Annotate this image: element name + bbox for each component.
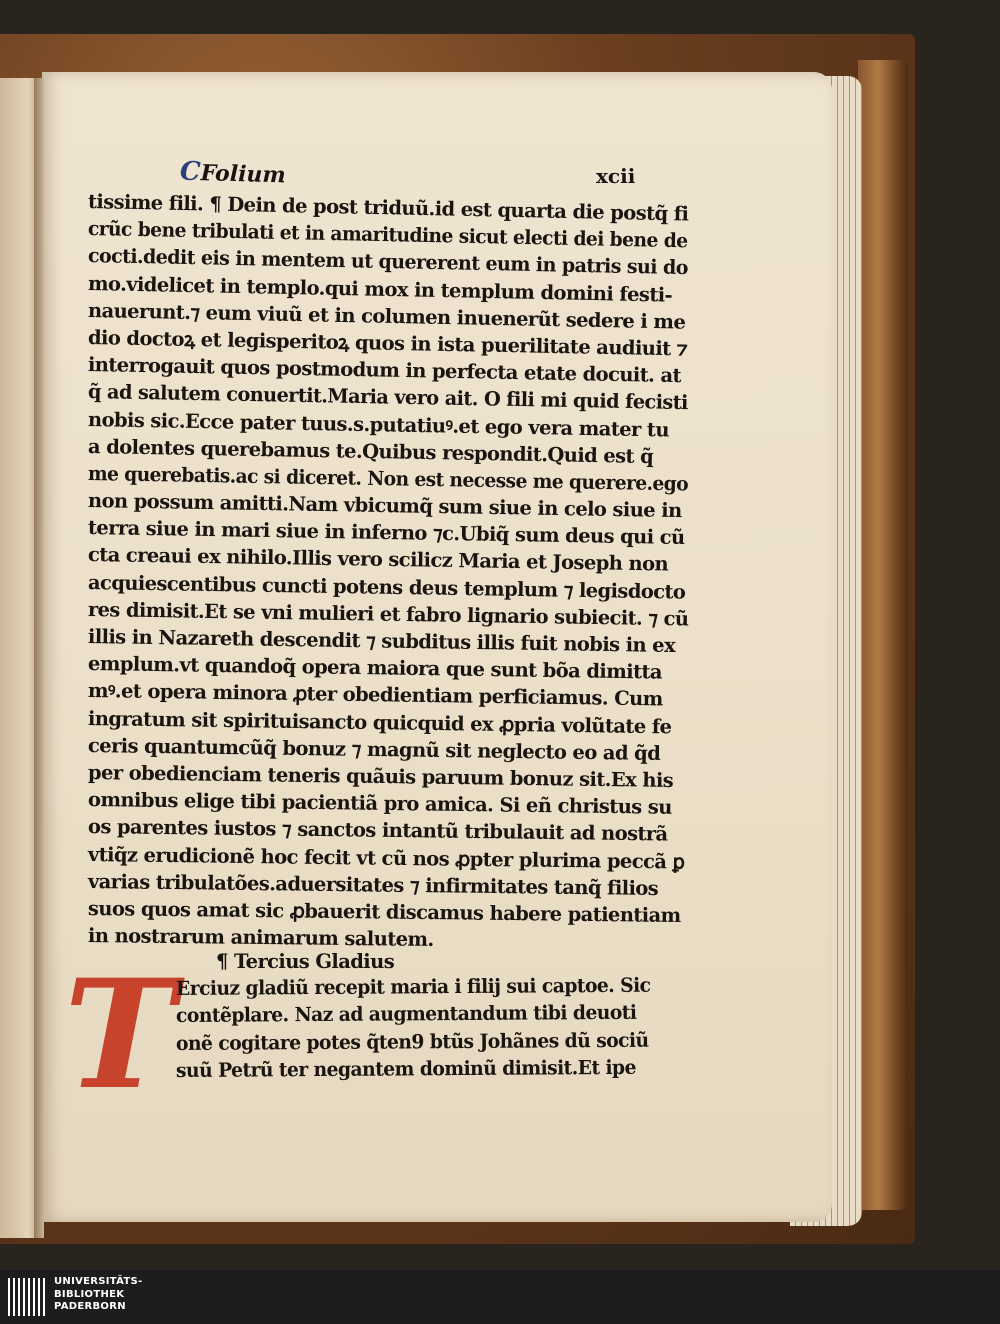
text-line: vtiq̃z erudicionẽ hoc fecit vt cũ nos ꝓpter plurima peccã ꝑ <box>87 842 685 873</box>
main-text-block <box>87 156 689 952</box>
text-line: me querebatis.ac si diceret. Non est necesse me querere.ego <box>87 461 689 496</box>
text-line: nobis sic.Ecce pater tuus.s.putatiuꝰ.et ego vera mater tu <box>87 407 670 442</box>
page-header <box>88 158 688 188</box>
text-line: non possum amitti.Nam vbicumq̃ sum siue in celo siue in <box>87 489 682 523</box>
section-text-line: Erciuz gladiũ recepit maria i filij sui captoe. Sic <box>175 973 651 1001</box>
illuminated-initial: T <box>64 947 176 1123</box>
text-line: res dimisit.Et se vni mulieri et fabro lignario subiecit. ⁊ cũ <box>87 597 689 631</box>
text-line: mo.videlicet in templo.qui mox in templum domini festi- <box>87 271 673 307</box>
text-line: emplum.vt quandoq̃ opera maiora que sunt bõa dimitta <box>87 652 663 684</box>
text-line: os parentes iustos ⁊ sanctos intantũ tribulauit ad nostrã <box>87 815 668 846</box>
section-text-line: contẽplare. Naz ad augmentandum tibi deuoti <box>175 1001 637 1028</box>
text-line: cocti.dedit eis in mentem ut quererent eum in patris sui do <box>87 244 689 280</box>
section-block <box>176 948 696 1084</box>
text-line: terra siue in mari siue in inferno ⁊c.Ubiq̃ sum deus qui cũ <box>87 516 685 550</box>
paragraph-mark: C <box>179 156 202 188</box>
text-line: acquiescentibus cuncti potens deus templum ⁊ legisdocto <box>87 570 686 604</box>
library-name-line: UNIVERSITÄTS- <box>54 1276 143 1287</box>
library-logo <box>8 1278 48 1316</box>
library-name-line: PADERBORN <box>54 1301 126 1312</box>
text-lines <box>87 188 689 952</box>
book-spine-edge <box>858 60 908 1210</box>
text-line: ingratum sit spirituisancto quicquid ex ꝓpria volũtate fe <box>87 706 672 738</box>
text-line: tissime fili. ¶ Dein de post triduũ.id est quarta die postq̃ fi <box>87 190 689 226</box>
section-text-lines <box>176 975 696 1084</box>
text-line: mꝰ.et opera minora ꝓter obedientiam perficiamus. Cum <box>87 679 663 711</box>
section-text-line: suũ Petrũ ter negantem dominũ dimisit.Et ipe <box>175 1055 636 1082</box>
text-line: cta creaui ex nihilo.Illis vero scilicz Maria et Joseph non <box>87 543 669 576</box>
running-title <box>180 157 287 190</box>
text-line: q̃ ad salutem conuertit.Maria vero ait. O fili mi quid fecisti <box>87 380 688 415</box>
section-heading: ¶ Tercius Gladius <box>216 950 395 973</box>
text-line: per obedienciam teneris quãuis paruum bonuz sit.Ex his <box>87 760 674 792</box>
folio-number: xcii <box>596 164 636 188</box>
library-name-line: BIBLIOTHEK <box>54 1288 125 1300</box>
section-text-line: onẽ cogitare potes q̃ten9 btũs Johãnes dũ sociũ <box>175 1028 649 1055</box>
text-line: in nostrarum animarum salutem. <box>87 924 434 952</box>
text-line: omnibus elige tibi pacientiã pro amica. Si eñ christus su <box>87 788 672 819</box>
text-line: ceris quantumcũq̃ bonuz ⁊ magnũ sit neglecto eo ad q̃d <box>87 733 661 765</box>
text-line: a dolentes querebamus te.Quibus respondit.Quid est q̃ <box>87 434 654 468</box>
text-line: crũc bene tribulati et in amaritudine sicut electi dei bene de <box>87 217 688 253</box>
text-line: varias tribulatões.aduersitates ⁊ infirmitates tanq̃ filios <box>87 869 659 900</box>
library-footer <box>0 1270 1000 1324</box>
folium-label: Folium <box>200 160 287 189</box>
text-line: nauerunt.⁊ eum viuũ et in columen inuenerũt sedere i me <box>87 298 686 334</box>
text-line: suos quos amat sic ꝓbauerit discamus habere patientiam <box>87 896 681 927</box>
text-line: interrogauit quos postmodum in perfecta etate docuit. at <box>87 353 682 388</box>
text-line: illis in Nazareth descendit ⁊ subditus illis fuit nobis in ex <box>87 625 676 658</box>
library-name <box>54 1276 143 1314</box>
text-line: dio doctoꝝ et legisperitoꝝ quos in ista puerilitate audiuit ⁊ <box>87 325 688 361</box>
book-gutter <box>34 78 44 1238</box>
